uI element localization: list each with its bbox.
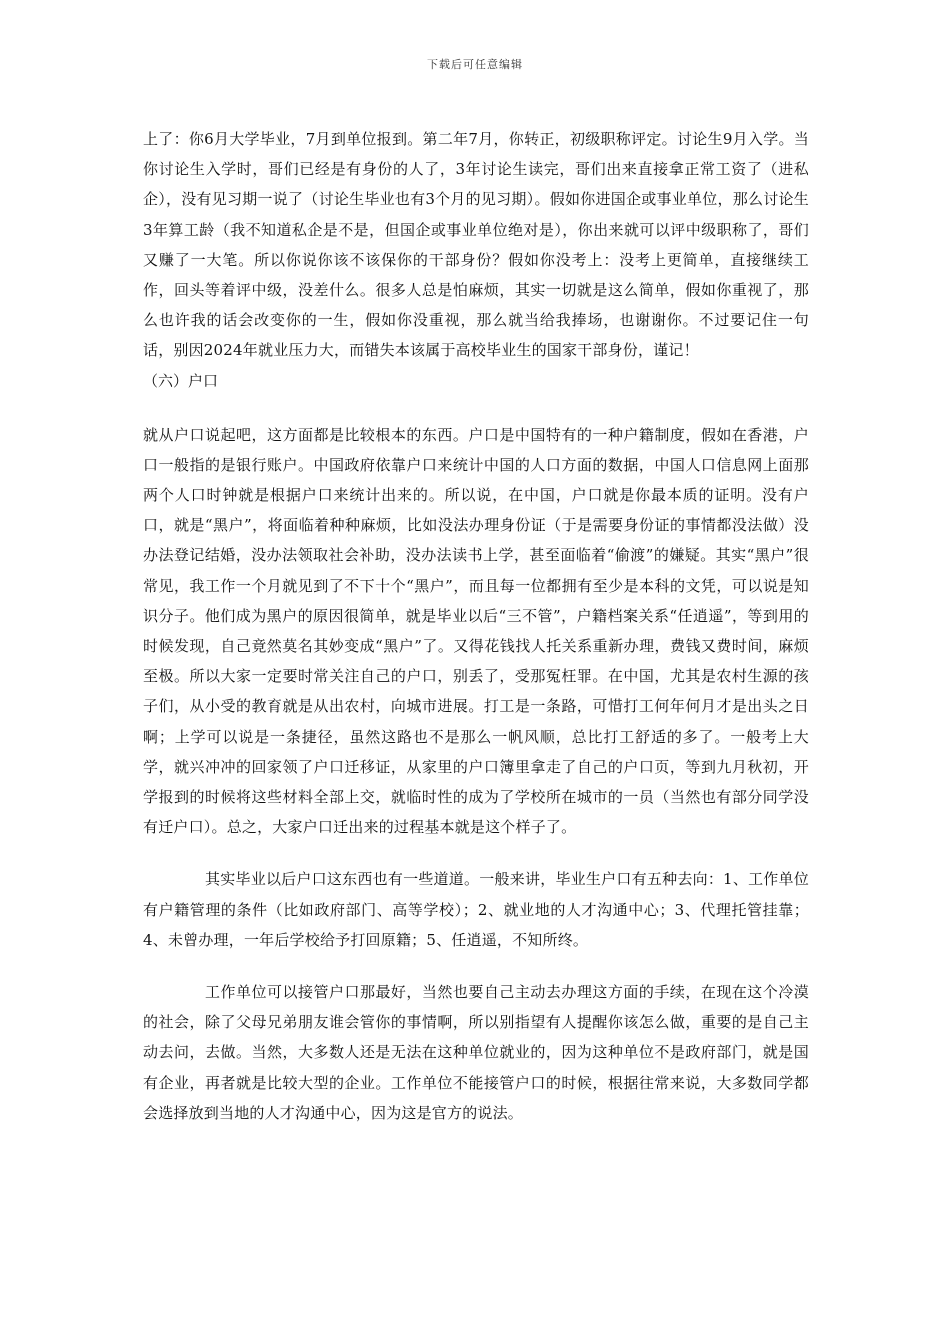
- section-heading-hukou: （六）户口: [143, 371, 219, 390]
- document-body: [143, 124, 809, 1128]
- paragraph-hukou-intro: 就从户口说起吧，这方面都是比较根本的东西。户口是中国特有的一种户籍制度，假如在香港，户口一般指的是银行账户。中国政府依靠户口来统计中国的人口方面的数据，中国人口信息网上面那两个人口时钟就是根据户口来统计出来的。所以说，在中国，户口就是你最本质的证明。没有户口，就是“黑户”，将面临着种种麻烦，比如没法办理身份证（于是需要身份证的事情都没法做）没办法登记结婚，没办法领取社会补助，没办法读书上学，甚至面临着“偷渡”的嫌疑。其实“黑户”很常见，我工作一个月就见到了不下十个“黑户”，而且每一位都拥有至少是本科的文凭，可以说是知识分子。他们成为黑户的原因很简单，就是毕业以后“三不管”，户籍档案关系“任逍遥”，等到用的时候发现，自己竟然莫名其妙变成“黑户”了。又得花钱找人托关系重新办理，费钱又费时间，麻烦至极。所以大家一定要时常关注自己的户口，别丢了，受那冤枉罪。在中国，尤其是农村生源的孩子们，从小受的教育就是从出农村，向城市进展。打工是一条路，可惜打工何年何月才是出头之日啊；上学可以说是一条捷径，虽然这路也不是那么一帆风顺，总比打工舒适的多了。一般考上大学，就兴冲冲的回家领了户口迁移证，从家里的户口簿里拿走了自己的户口页，等到九月秋初，开学报到的时候将这些材料全部上交，就临时性的成为了学校所在城市的一员（当然也有部分同学没有迁户口）。总之，大家户口迁出来的过程基本就是这个样子了。: [143, 425, 809, 837]
- page-header-note: 下载后可任意编辑: [427, 58, 523, 71]
- paragraph-employment-status: 上了：你6月大学毕业，7月到单位报到。第二年7月，你转正，初级职称评定。讨论生9月入学。当你讨论生入学时，哥们已经是有身份的人了，3年讨论生读完，哥们出来直接拿正常工资了（进私企），没有见习期一说了（讨论生毕业也有3个月的见习期）。假如你进国企或事业单位，那么讨论生3年算工龄（我不知道私企是不是，但国企或事业单位绝对是），你出来就可以评中级职称了，哥们又赚了一大笔。所以你说你该不该保你的干部身份？假如你没考上：没考上更简单，直接继续工作，回头等着评中级，没差什么。很多人总是怕麻烦，其实一切就是这么简单，假如你重视了，那么也许我的话会改变你的一生，假如你没重视，那么就当给我捧场，也谢谢你。不过要记住一句话，别因2024年就业压力大，而错失本该属于高校毕业生的国家干部身份，谨记！: [143, 130, 809, 360]
- paragraph-work-unit-hukou: 工作单位可以接管户口那最好，当然也要自己主动去办理这方面的手续，在现在这个冷漠的社会，除了父母兄弟朋友谁会管你的事情啊，所以别指望有人提醒你该怎么做，重要的是自己主动去问，去做。当然，大多数人还是无法在这种单位就业的，因为这种单位不是政府部门，就是国有企业，再者就是比较大型的企业。工作单位不能接管户口的时候，根据往常来说，大多数同学都会选择放到当地的人才沟通中心，因为这是官方的说法。: [143, 983, 809, 1122]
- paragraph-hukou-destinations: 其实毕业以后户口这东西也有一些道道。一般来讲，毕业生户口有五种去向：1、工作单位有户籍管理的条件（比如政府部门、高等学校）；2、就业地的人才沟通中心；3、代理托管挂靠；4、未曾办理，一年后学校给予打回原籍；5、任逍遥，不知所终。: [143, 870, 809, 949]
